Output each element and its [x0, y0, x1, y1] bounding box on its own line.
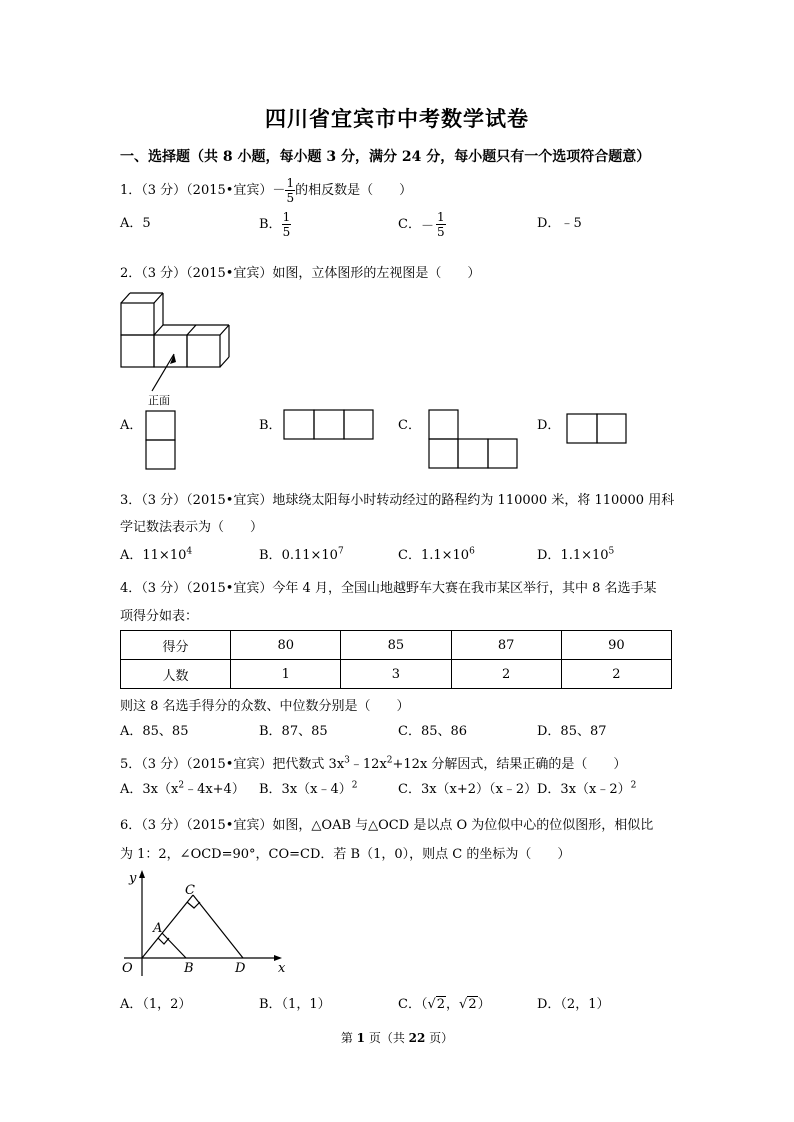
q6-c-end: ）: [477, 997, 491, 1012]
q3-c-label: C．: [398, 548, 421, 563]
footer-page-number: 1: [356, 1031, 365, 1045]
footer-pre: 第: [340, 1031, 357, 1045]
q2-option-a-figure[interactable]: [145, 410, 177, 472]
footer-mid: 页（共: [365, 1031, 409, 1045]
q6-c-radicand-1: 2: [436, 997, 446, 1012]
question-4-stem-line1: 4．（3 分）（2015•宜宾）今年 4 月，全国山地越野车大赛在我市某区举行，其中 8 名选手某: [120, 581, 657, 596]
q1-frac-num: 1: [286, 176, 295, 190]
q5-d-exp: 2: [630, 780, 637, 791]
q3-b-exp: 7: [337, 546, 344, 557]
q3-a-base: 11×10: [142, 548, 187, 563]
q3-d-base: 1.1×10: [560, 548, 609, 563]
question-3-stem-line1: 3．（3 分）（2015•宜宾）地球绕太阳每小时转动经过的路程约为 110000 米，将 110000 用科: [120, 493, 675, 508]
q1-d-label: D．: [537, 216, 561, 231]
q3-c-base: 1.1×10: [420, 548, 470, 563]
table-cell: 87: [451, 631, 561, 660]
q5-a-pre: A．3x（x: [120, 782, 179, 797]
q2-front-label: 正面: [148, 394, 170, 407]
q4-option-d[interactable]: D．85、87: [537, 724, 607, 739]
q1-c-den: 5: [436, 225, 445, 239]
table-cell: 80: [231, 631, 341, 660]
q6-label-d: D: [235, 961, 246, 976]
q3-b-label: B．: [259, 548, 282, 563]
q3-option-c[interactable]: [398, 544, 475, 563]
q1-a-value: 5: [142, 216, 151, 231]
q2-option-a-label[interactable]: A．: [120, 418, 143, 433]
page-footer: [0, 1029, 794, 1046]
table-cell: 人数: [121, 660, 231, 689]
q1-b-num: 1: [282, 210, 291, 224]
q4-option-a[interactable]: A．85、85: [120, 724, 189, 739]
q6-option-a[interactable]: A．（1，2）: [120, 997, 192, 1012]
q2-solid-figure: [118, 290, 233, 410]
page-title: 四川省宜宾市中考数学试卷: [265, 106, 529, 131]
q6-option-c[interactable]: [398, 993, 491, 1012]
question-4-stem-line2: 项得分如表：: [120, 609, 199, 624]
q5-b-pre: B．3x（x﹣4）: [259, 782, 352, 797]
q1-a-label: A．: [120, 216, 143, 231]
table-cell: 2: [561, 660, 671, 689]
table-cell: 3: [341, 660, 451, 689]
q6-option-b[interactable]: B．（1，1）: [259, 997, 331, 1012]
q5-exp2: 2: [386, 755, 393, 766]
table-cell: 85: [341, 631, 451, 660]
q2-option-b-figure[interactable]: [283, 409, 375, 441]
q6-c-separator: ，: [446, 997, 460, 1012]
question-3-stem-line2: 学记数法表示为（ ）: [120, 520, 264, 535]
q5-option-a[interactable]: [120, 778, 245, 797]
q6-c-label: C．（: [398, 997, 428, 1012]
q6-label-x: x: [278, 961, 286, 976]
sqrt-icon: √: [459, 997, 468, 1012]
q4-option-c[interactable]: C．85、86: [398, 724, 468, 739]
table-row: [121, 631, 672, 660]
q5-d-pre: D．3x（x﹣2）: [537, 782, 631, 797]
table-cell: 90: [561, 631, 671, 660]
q4-score-table: [120, 630, 672, 689]
q1-c-num: 1: [436, 210, 445, 224]
table-row: [121, 660, 672, 689]
q6-label-o: O: [122, 961, 133, 976]
q2-option-b-label[interactable]: B．: [259, 418, 282, 433]
table-cell: 2: [451, 660, 561, 689]
q1-b-den: 5: [282, 225, 291, 239]
q5-option-b[interactable]: [259, 778, 358, 797]
q1-stem-post: 的相反数是（ ）: [295, 183, 413, 198]
q5-stem-mid: ﹣12x: [349, 757, 387, 772]
q5-a-exp: 2: [178, 780, 185, 791]
q2-option-c-figure[interactable]: [428, 409, 520, 471]
q3-option-a[interactable]: [120, 544, 192, 563]
q6-option-d[interactable]: D．（2，1）: [537, 997, 610, 1012]
table-cell: 得分: [121, 631, 231, 660]
section-heading: 一、选择题（共 8 小题，每小题 3 分，满分 24 分，每小题只有一个选项符合题意）: [120, 149, 651, 165]
q1-c-label: C．: [398, 217, 421, 232]
q1-c-fraction: [436, 210, 446, 239]
q5-exp1: 3: [344, 755, 350, 766]
q5-option-c[interactable]: C．3x（x+2）（x﹣2）: [398, 782, 538, 797]
q6-coordinate-figure: [118, 868, 293, 980]
q5-b-exp: 2: [351, 780, 358, 791]
q1-b-label: B．: [259, 217, 282, 232]
q3-d-exp: 5: [608, 546, 615, 557]
q2-option-c-label[interactable]: C．: [398, 418, 421, 433]
q2-option-d-label[interactable]: D．: [537, 418, 561, 433]
q1-option-a[interactable]: [120, 212, 151, 231]
q3-a-label: A．: [120, 548, 143, 563]
q3-d-label: D．: [537, 548, 561, 563]
q1-option-c[interactable]: [398, 210, 446, 239]
q1-option-d[interactable]: [537, 212, 582, 231]
q6-label-b: B: [184, 961, 194, 976]
q3-option-d[interactable]: [537, 544, 614, 563]
q3-a-exp: 4: [186, 546, 193, 557]
q6-label-y: y: [129, 871, 137, 886]
q5-stem-post: +12x 分解因式，结果正确的是（ ）: [392, 757, 627, 772]
q4-option-b[interactable]: B．87、85: [259, 724, 328, 739]
footer-total-pages: 22: [408, 1031, 426, 1045]
table-cell: 1: [231, 660, 341, 689]
q6-c-radicand-2: 2: [468, 997, 477, 1012]
q6-label-c: C: [185, 883, 195, 898]
q2-option-d-figure[interactable]: [566, 413, 628, 445]
q1-b-fraction: [282, 210, 292, 239]
q1-stem-pre: 1．（3 分）（2015•宜宾）－: [120, 183, 286, 198]
q1-d-value: ﹣5: [560, 216, 582, 231]
q1-fraction: [285, 176, 295, 205]
q1-option-b[interactable]: [259, 210, 291, 239]
q6-label-a: A: [153, 921, 163, 936]
q3-b-base: 0.11×10: [281, 548, 338, 563]
question-6-stem-line2: 为 1：2，∠OCD=90°，CO=CD．若 B（1，0），则点 C 的坐标为（ ）: [120, 847, 571, 862]
q5-a-post: ﹣4x+4）: [184, 782, 245, 797]
q1-frac-den: 5: [286, 191, 295, 205]
footer-post: 页）: [425, 1031, 454, 1045]
question-1-stem: [120, 176, 412, 205]
q5-stem-pre: 5．（3 分）（2015•宜宾）把代数式 3x: [120, 757, 345, 772]
question-4-followup: 则这 8 名选手得分的众数、中位数分别是（ ）: [120, 699, 410, 714]
q3-option-b[interactable]: [259, 544, 344, 563]
question-5-stem: [120, 753, 626, 772]
question-2-stem: 2．（3 分）（2015•宜宾）如图，立体图形的左视图是（ ）: [120, 266, 481, 281]
q3-c-exp: 6: [469, 546, 475, 557]
q5-option-d[interactable]: [537, 778, 636, 797]
sqrt-icon: √: [427, 997, 436, 1012]
question-6-stem-line1: 6．（3 分）（2015•宜宾）如图，△OAB 与△OCD 是以点 O 为位似中心的位似图形，相似比: [120, 818, 654, 833]
q1-c-sign: －: [420, 219, 434, 234]
